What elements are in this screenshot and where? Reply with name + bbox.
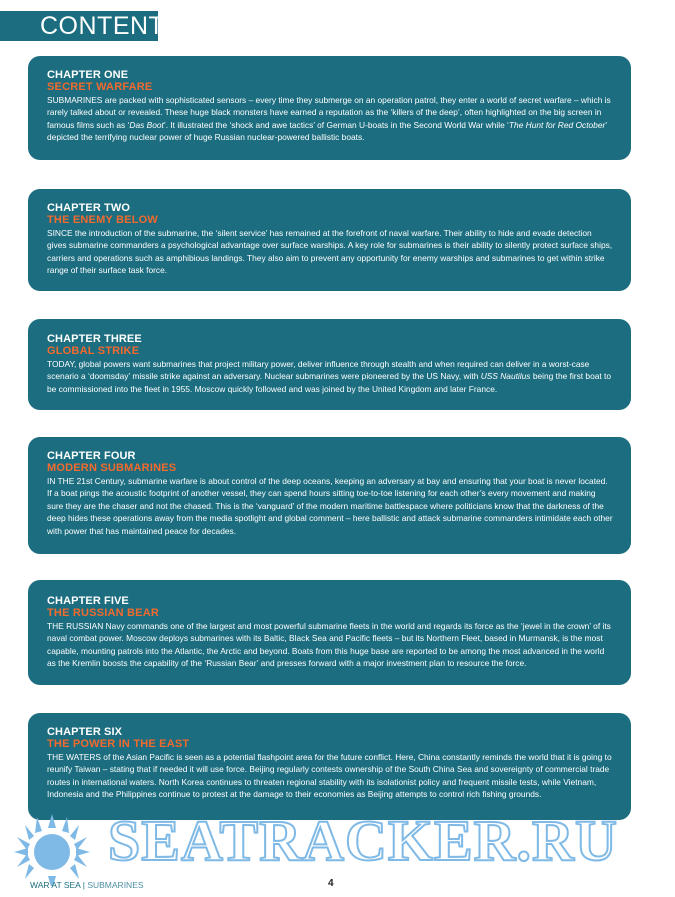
chapter-title: MODERN SUBMARINES	[47, 462, 177, 474]
body-text: THE RUSSIAN Navy commands one of the largest and most powerful submarine fleets in the world and regards its force as the ‘jewel in the crown’ of its naval combat power. Moscow deploys submarines with its Baltic, Black Sea and Pacific fleets – but its Northern Fleet, based in Murmansk, is the most capable, mounting patrols into the Atlantic, the Arctic and beyond. Boats from this huge base are reported to be among the most advanced in the world as the Kremlin boosts the capability of the ‘Russian Bear’ and presses forward with a major investment plan to resource the force.	[47, 621, 611, 669]
chapter-title: GLOBAL STRIKE	[47, 345, 140, 357]
body-text: being the first boat to be commissioned into the fleet in 1955. Moscow quickly followed and was joined by the United Kingdom and later France.	[47, 371, 612, 394]
italic-title-text: USS Nautilus	[480, 371, 531, 382]
chapter-card-4[interactable]	[28, 437, 631, 554]
chapter-label: CHAPTER ONE	[47, 69, 129, 81]
page-title: CONTENTS	[40, 12, 182, 40]
footer-publication	[30, 880, 144, 890]
chapter-card-3[interactable]	[28, 319, 631, 410]
chapter-card-2[interactable]	[28, 189, 631, 291]
chapter-label: CHAPTER FIVE	[47, 595, 129, 607]
chapter-card-5[interactable]	[28, 580, 631, 685]
body-text: SINCE the introduction of the submarine, the ‘silent service’ has remained at the forefront of naval warfare. Their ability to hide and evade detection gives submarine commanders a psychological advantage over surface warships. A key role for submarines is their ability to silently protect surface ships, carriers and operations such as amphibious landings. They also aim to prevent any opportunity for enemy warships and submarines to get within strike range of their surface task force.	[47, 228, 613, 276]
chapter-body	[47, 620, 613, 670]
chapter-title: THE ENEMY BELOW	[47, 214, 158, 226]
chapter-body	[47, 475, 613, 537]
chapter-body	[47, 358, 613, 395]
watermark-sun-icon	[0, 806, 120, 886]
italic-title-text: The Hunt for Red October	[508, 119, 606, 130]
chapter-card-1[interactable]	[28, 56, 631, 160]
footer-section: SUBMARINES	[87, 880, 144, 890]
body-text: SUBMARINES are packed with sophisticated sensors – every time they submerge on an operation patrol, they enter a world of secret warfare – which is rarely talked about or revealed. These huge black monsters have earned a reputation as the ‘killers of the deep’, often highlighted on the big screen in famous films such as ‘	[47, 95, 611, 130]
chapter-body	[47, 751, 613, 801]
chapter-body	[47, 227, 613, 277]
body-text: IN THE 21st Century, submarine warfare is about control of the deep oceans, keeping an adversary at bay and ensuring that your boat is never located. If a boat pings the acoustic footprint of another vessel, they can spend hours sitting toe-to-toe listening for each other’s every movement and making sure they are the chaser and not the chased. This is the ‘vanguard’ of the modern maritime battlespace where politicians know that the darkness of the deep hides these operations away from the media spotlight and global comment – here ballistic and attack submarine commanders intimidate each other with power that has maintained peace for decades.	[47, 476, 613, 536]
body-text: ’ depicted the terrifying nuclear power of huge Russian nuclear-powered ballistic boats.	[47, 119, 607, 143]
chapter-label: CHAPTER SIX	[47, 726, 123, 738]
footer-title: WAR AT SEA	[30, 880, 81, 890]
chapter-title: THE POWER IN THE EAST	[47, 738, 190, 750]
chapter-body	[47, 94, 613, 144]
chapter-label: CHAPTER THREE	[47, 333, 142, 345]
italic-title-text: Das Boot	[129, 119, 164, 130]
chapter-title: THE RUSSIAN BEAR	[47, 607, 159, 619]
footer-separator: |	[80, 880, 88, 890]
page-number: 4	[328, 878, 334, 889]
chapter-label: CHAPTER FOUR	[47, 450, 136, 462]
body-text: THE WATERS of the Asian Pacific is seen as a potential flashpoint area for the future conflict. Here, China constantly reminds the world that it is going to reunify Taiwan – stating that if needed it will use force. Beijing regularly contests ownership of the South China Sea and sovereignty of commercial trade routes in international waters. North Korea continues to threaten regional stability with its isolationist policy and frequent missile tests, while Vietnam, Indonesia and the Philippines continue to protest at the damage to their economies as Beijing attempts to control rich fishing grounds.	[47, 752, 612, 800]
chapter-label: CHAPTER TWO	[47, 202, 130, 214]
watermark-text: SEATRACKER.RU	[108, 808, 618, 873]
body-text: ’. It illustrated the ‘shock and awe tactics’ of German U-boats in the Second World War while ‘	[163, 119, 509, 130]
chapter-title: SECRET WARFARE	[47, 81, 153, 93]
chapter-card-6[interactable]	[28, 713, 631, 820]
body-text: TODAY, global powers want submarines that project military power, deliver influence through stealth and when required can deliver in a worst-case scenario a ‘doomsday’ missile strike against an adversary. Nuclear submarines were pioneered by the US Navy, with	[47, 359, 590, 382]
